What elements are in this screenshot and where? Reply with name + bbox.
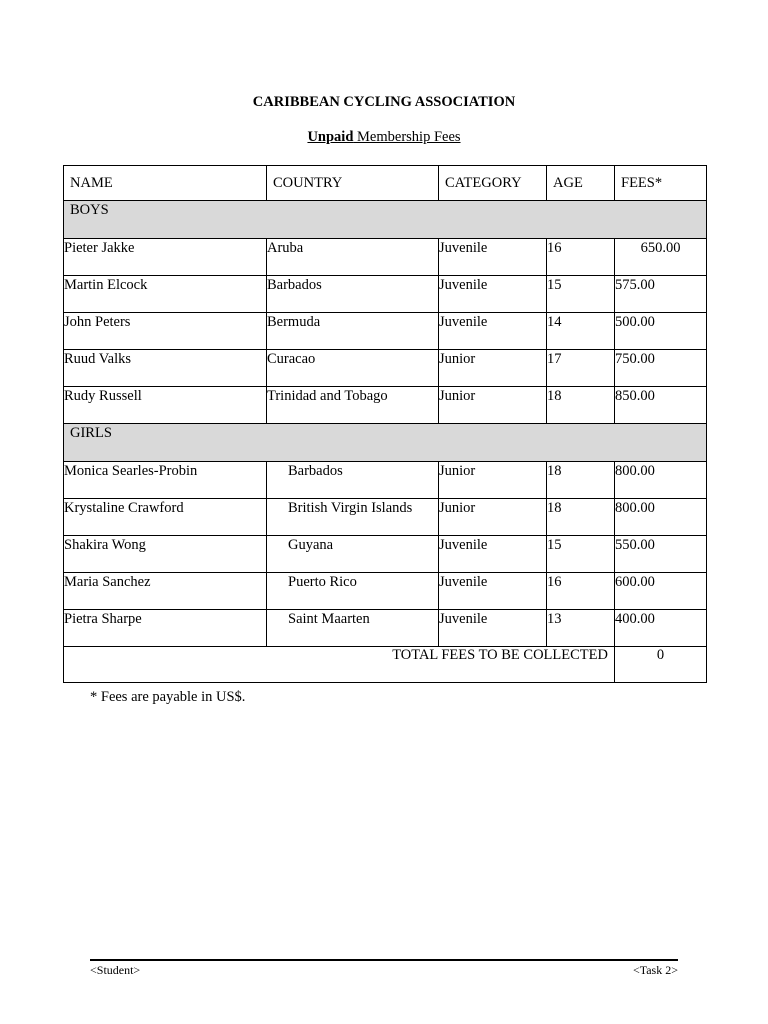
table-row [64, 276, 707, 313]
cell-name-text: Krystaline Crawford [64, 500, 184, 516]
section-row [64, 424, 707, 462]
cell-fees-text: 400.00 [615, 611, 655, 627]
cell-category [439, 239, 547, 276]
total-row [64, 647, 707, 683]
header-fees: FEES* [615, 166, 707, 201]
cell-category-text: Juvenile [439, 277, 488, 293]
cell-country [267, 276, 439, 313]
cell-category [439, 387, 547, 424]
cell-name [64, 536, 267, 573]
cell-name [64, 313, 267, 350]
header-age: AGE [547, 166, 615, 201]
cell-name-text: Martin Elcock [64, 277, 148, 293]
cell-category-text: Juvenile [439, 611, 488, 627]
cell-category-text: Juvenile [439, 314, 488, 330]
cell-age [547, 313, 615, 350]
cell-age [547, 573, 615, 610]
cell-fees [615, 387, 707, 424]
cell-country [267, 610, 439, 647]
cell-country [267, 573, 439, 610]
cell-age [547, 239, 615, 276]
cell-category [439, 573, 547, 610]
cell-name-text: Ruud Valks [64, 351, 132, 367]
cell-age [547, 387, 615, 424]
cell-name [64, 610, 267, 647]
cell-country [267, 536, 439, 573]
cell-name [64, 499, 267, 536]
cell-fees [615, 313, 707, 350]
cell-age-text: 17 [547, 351, 562, 367]
cell-fees [615, 350, 707, 387]
cell-category-text: Junior [439, 463, 476, 479]
cell-category [439, 499, 547, 536]
cell-name [64, 239, 267, 276]
table-row [64, 462, 707, 499]
cell-category-text: Juvenile [439, 574, 488, 590]
cell-age [547, 276, 615, 313]
cell-name-text: Pieter Jakke [64, 240, 135, 256]
cell-name-text: Pietra Sharpe [64, 611, 142, 627]
cell-category-text: Juvenile [439, 240, 488, 256]
footnote: * Fees are payable in US$. [90, 689, 246, 705]
footer-student: <Student> [90, 963, 141, 977]
cell-category [439, 276, 547, 313]
cell-fees-text: 800.00 [615, 500, 655, 516]
cell-age [547, 610, 615, 647]
cell-fees [615, 276, 707, 313]
section-row [64, 201, 707, 239]
cell-country-text: Trinidad and Tobago [267, 388, 388, 404]
table-row [64, 536, 707, 573]
header-name: NAME [64, 166, 267, 201]
cell-age-text: 16 [547, 574, 562, 590]
cell-fees-text: 850.00 [615, 388, 655, 404]
cell-fees-text: 600.00 [615, 574, 655, 590]
cell-fees [615, 536, 707, 573]
table-row [64, 239, 707, 276]
cell-fees [615, 462, 707, 499]
cell-name [64, 573, 267, 610]
cell-category-text: Junior [439, 388, 476, 404]
cell-country-text: Puerto Rico [288, 574, 357, 590]
cell-age [547, 350, 615, 387]
cell-name-text: Monica Searles-Probin [64, 463, 198, 479]
cell-age-text: 16 [547, 240, 562, 256]
cell-age-text: 15 [547, 537, 562, 553]
cell-name [64, 276, 267, 313]
cell-name [64, 462, 267, 499]
cell-age-text: 14 [547, 314, 562, 330]
footer-divider [90, 959, 678, 961]
cell-age [547, 536, 615, 573]
cell-fees-text: 500.00 [615, 314, 655, 330]
cell-country-text: Guyana [288, 537, 334, 553]
cell-fees-text: 750.00 [615, 351, 655, 367]
cell-fees-text: 575.00 [615, 277, 655, 293]
cell-age-text: 18 [547, 463, 562, 479]
cell-country [267, 239, 439, 276]
table-row [64, 313, 707, 350]
cell-category-text: Juvenile [439, 537, 488, 553]
cell-name-text: Maria Sanchez [64, 574, 151, 590]
table-row [64, 350, 707, 387]
cell-name [64, 387, 267, 424]
cell-fees-text: 550.00 [615, 537, 655, 553]
cell-category [439, 610, 547, 647]
cell-category [439, 350, 547, 387]
table-row [64, 573, 707, 610]
cell-fees-text: 800.00 [615, 463, 655, 479]
cell-country-text: Aruba [267, 240, 304, 256]
cell-country [267, 499, 439, 536]
cell-fees [615, 610, 707, 647]
table-body [64, 201, 707, 647]
cell-category [439, 536, 547, 573]
cell-fees [615, 573, 707, 610]
cell-age-text: 15 [547, 277, 562, 293]
subtitle-text: Membership Fees [353, 129, 461, 145]
footer-task: <Task 2> [632, 963, 678, 977]
fees-table [63, 165, 707, 683]
cell-country-text: Barbados [288, 463, 343, 479]
table-header-row [64, 166, 707, 201]
cell-category-text: Junior [439, 500, 476, 516]
cell-category [439, 462, 547, 499]
total-value: 0 [615, 647, 707, 683]
cell-name-text: John Peters [64, 314, 131, 330]
document-subtitle [0, 129, 768, 146]
cell-age [547, 499, 615, 536]
cell-age [547, 462, 615, 499]
cell-age-text: 18 [547, 388, 562, 404]
cell-category [439, 313, 547, 350]
header-category: CATEGORY [439, 166, 547, 201]
table-row [64, 610, 707, 647]
cell-age-text: 13 [547, 611, 562, 627]
cell-age-text: 18 [547, 500, 562, 516]
cell-country-text: Saint Maarten [288, 611, 370, 627]
cell-name-text: Shakira Wong [64, 537, 146, 553]
section-label: GIRLS [64, 424, 707, 462]
cell-name-text: Rudy Russell [64, 388, 142, 404]
section-label: BOYS [64, 201, 707, 239]
table-row [64, 499, 707, 536]
cell-country-text: British Virgin Islands [288, 500, 413, 516]
cell-fees-text: 650.00 [640, 240, 681, 256]
cell-category-text: Junior [439, 351, 476, 367]
header-country: COUNTRY [267, 166, 439, 201]
cell-country [267, 313, 439, 350]
cell-country-text: Curacao [267, 351, 316, 367]
cell-fees [615, 499, 707, 536]
cell-country [267, 350, 439, 387]
cell-country-text: Bermuda [267, 314, 321, 330]
table-row [64, 387, 707, 424]
cell-name [64, 350, 267, 387]
document-title: CARIBBEAN CYCLING ASSOCIATION [252, 94, 516, 110]
total-label: TOTAL FEES TO BE COLLECTED [64, 647, 615, 683]
cell-country-text: Barbados [267, 277, 322, 293]
cell-fees [615, 239, 707, 276]
subtitle-emphasis: Unpaid [307, 129, 354, 145]
cell-country [267, 387, 439, 424]
cell-country [267, 462, 439, 499]
